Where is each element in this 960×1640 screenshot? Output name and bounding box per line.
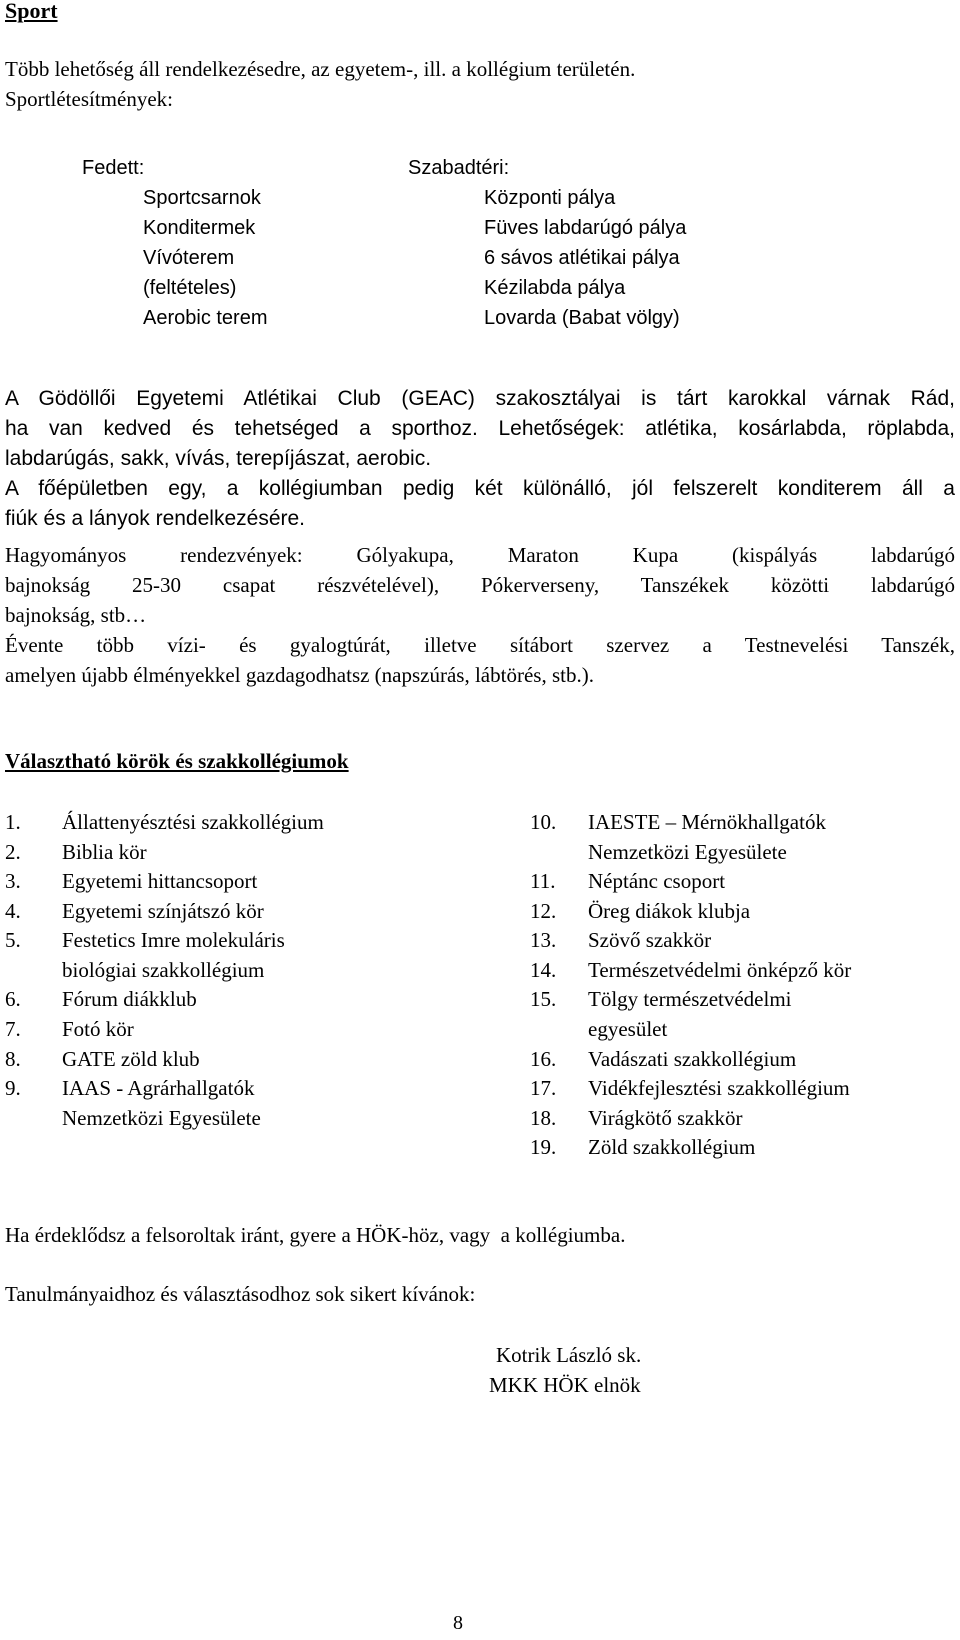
list-item-number: 8. [5,1047,21,1071]
outdoor-title: Szabadtéri: [408,157,510,179]
list-item: Állattenyésztési szakkollégium [62,810,324,834]
list-item: Néptánc csoport [588,869,726,893]
list-item: IAESTE – Mérnökhallgatók [588,810,826,834]
outdoor-item: 6 sávos atlétikai pálya [484,247,680,269]
list-item-number: 9. [5,1076,21,1100]
list-item-number: 16. [530,1047,557,1071]
outdoor-item: Központi pálya [484,187,616,209]
tours-line: amelyen újabb élményekkel gazdagodhatsz (napszúrás, lábtörés, stb.). [5,663,594,687]
gym-line: A főépületben egy, a kollégiumban pedig két különálló, jól felszerelt konditerem áll a [5,477,955,500]
geac-line: ha van kedved és tehetséged a sporthoz. Lehetőségek: atlétika, kosárlabda, röplabda, [5,417,955,440]
events-line: bajnokság, stb… [5,603,147,627]
list-item: IAAS - Agrárhallgatók [62,1076,255,1100]
wish-text: Tanulmányaidhoz és választásodhoz sok sikert kívánok: [5,1282,476,1306]
list-item-continuation: egyesület [588,1017,668,1041]
indoor-item: (feltételes) [143,277,237,299]
list-item: Szövő szakkör [588,928,712,952]
geac-line: A Gödöllői Egyetemi Atlétikai Club (GEAC) szakosztályai is tárt karokkal várnak Rád, [5,387,955,410]
list-item-number: 5. [5,928,21,952]
list-item: Vidékfejlesztési szakkollégium [588,1076,850,1100]
list-item-continuation: biológiai szakkollégium [62,958,265,982]
list-item-number: 1. [5,810,21,834]
gym-line: fiúk és a lányok rendelkezésére. [5,507,305,530]
section-heading-circles: Választható körök és szakkollégiumok [5,749,349,773]
list-item: Tölgy természetvédelmi [588,987,792,1011]
facilities-label: Sportlétesítmények: [5,87,173,111]
list-item: Fotó kör [62,1017,134,1041]
signature-title: MKK HÖK elnök [489,1373,641,1397]
invite-text-content: Ha érdeklődsz a felsoroltak iránt, gyere a HÖK-höz, vagy a kollégiumba. [5,1223,626,1247]
outdoor-item: Kézilabda pálya [484,277,626,299]
list-item-continuation: Nemzetközi Egyesülete [588,840,787,864]
list-item: Fórum diákklub [62,987,197,1011]
list-item-number: 11. [530,869,556,893]
list-item-number: 10. [530,810,557,834]
outdoor-item: Füves labdarúgó pálya [484,217,687,239]
list-item-number: 2. [5,840,21,864]
page-number: 8 [453,1612,463,1634]
section-heading-sport: Sport [5,0,58,23]
list-item: Zöld szakkollégium [588,1135,756,1159]
events-line: Hagyományos rendezvények: Gólyakupa, Maraton Kupa (kispályás labdarúgó [5,543,955,567]
invite-text [5,1220,625,1250]
geac-paragraph [5,384,955,474]
list-item-number: 12. [530,899,557,923]
indoor-item: Vívóterem [143,247,235,269]
list-item: Vadászati szakkollégium [588,1047,797,1071]
gym-paragraph [5,474,955,534]
list-item: Egyetemi színjátszó kör [62,899,264,923]
events-paragraph [5,540,955,630]
list-item: Festetics Imre molekuláris [62,928,285,952]
list-item-number: 6. [5,987,21,1011]
list-item: Egyetemi hittancsoport [62,869,258,893]
list-item-number: 14. [530,958,557,982]
indoor-item: Sportcsarnok [143,187,261,209]
list-item: Biblia kör [62,840,147,864]
list-item-number: 4. [5,899,21,923]
list-item: Virágkötő szakkör [588,1106,743,1130]
indoor-title: Fedett: [82,157,145,179]
events-line: bajnokság 25-30 csapat részvételével), Pókerverseny, Tanszékek közötti labdarúgó [5,573,955,597]
list-item: Természetvédelmi önképző kör [588,958,852,982]
list-item-number: 19. [530,1135,557,1159]
indoor-item: Aerobic terem [143,307,268,329]
list-item-continuation: Nemzetközi Egyesülete [62,1106,261,1130]
list-item-number: 7. [5,1017,21,1041]
list-item-number: 17. [530,1076,557,1100]
list-item: Öreg diákok klubja [588,899,751,923]
list-item-number: 13. [530,928,557,952]
intro-text: Több lehetőség áll rendelkezésedre, az egyetem-, ill. a kollégium területén. [5,57,636,81]
geac-line: labdarúgás, sakk, vívás, terepíjászat, aerobic. [5,447,432,470]
list-item-number: 3. [5,869,21,893]
indoor-item: Konditermek [143,217,256,239]
list-item-number: 18. [530,1106,557,1130]
list-item: GATE zöld klub [62,1047,200,1071]
list-item-number: 15. [530,987,557,1011]
tours-line: Évente több vízi- és gyalogtúrát, illetve sítábort szervez a Testnevelési Tanszék, [5,633,955,657]
tours-paragraph [5,630,955,690]
outdoor-item: Lovarda (Babat völgy) [484,307,680,329]
signature-name: Kotrik László sk. [496,1343,642,1367]
